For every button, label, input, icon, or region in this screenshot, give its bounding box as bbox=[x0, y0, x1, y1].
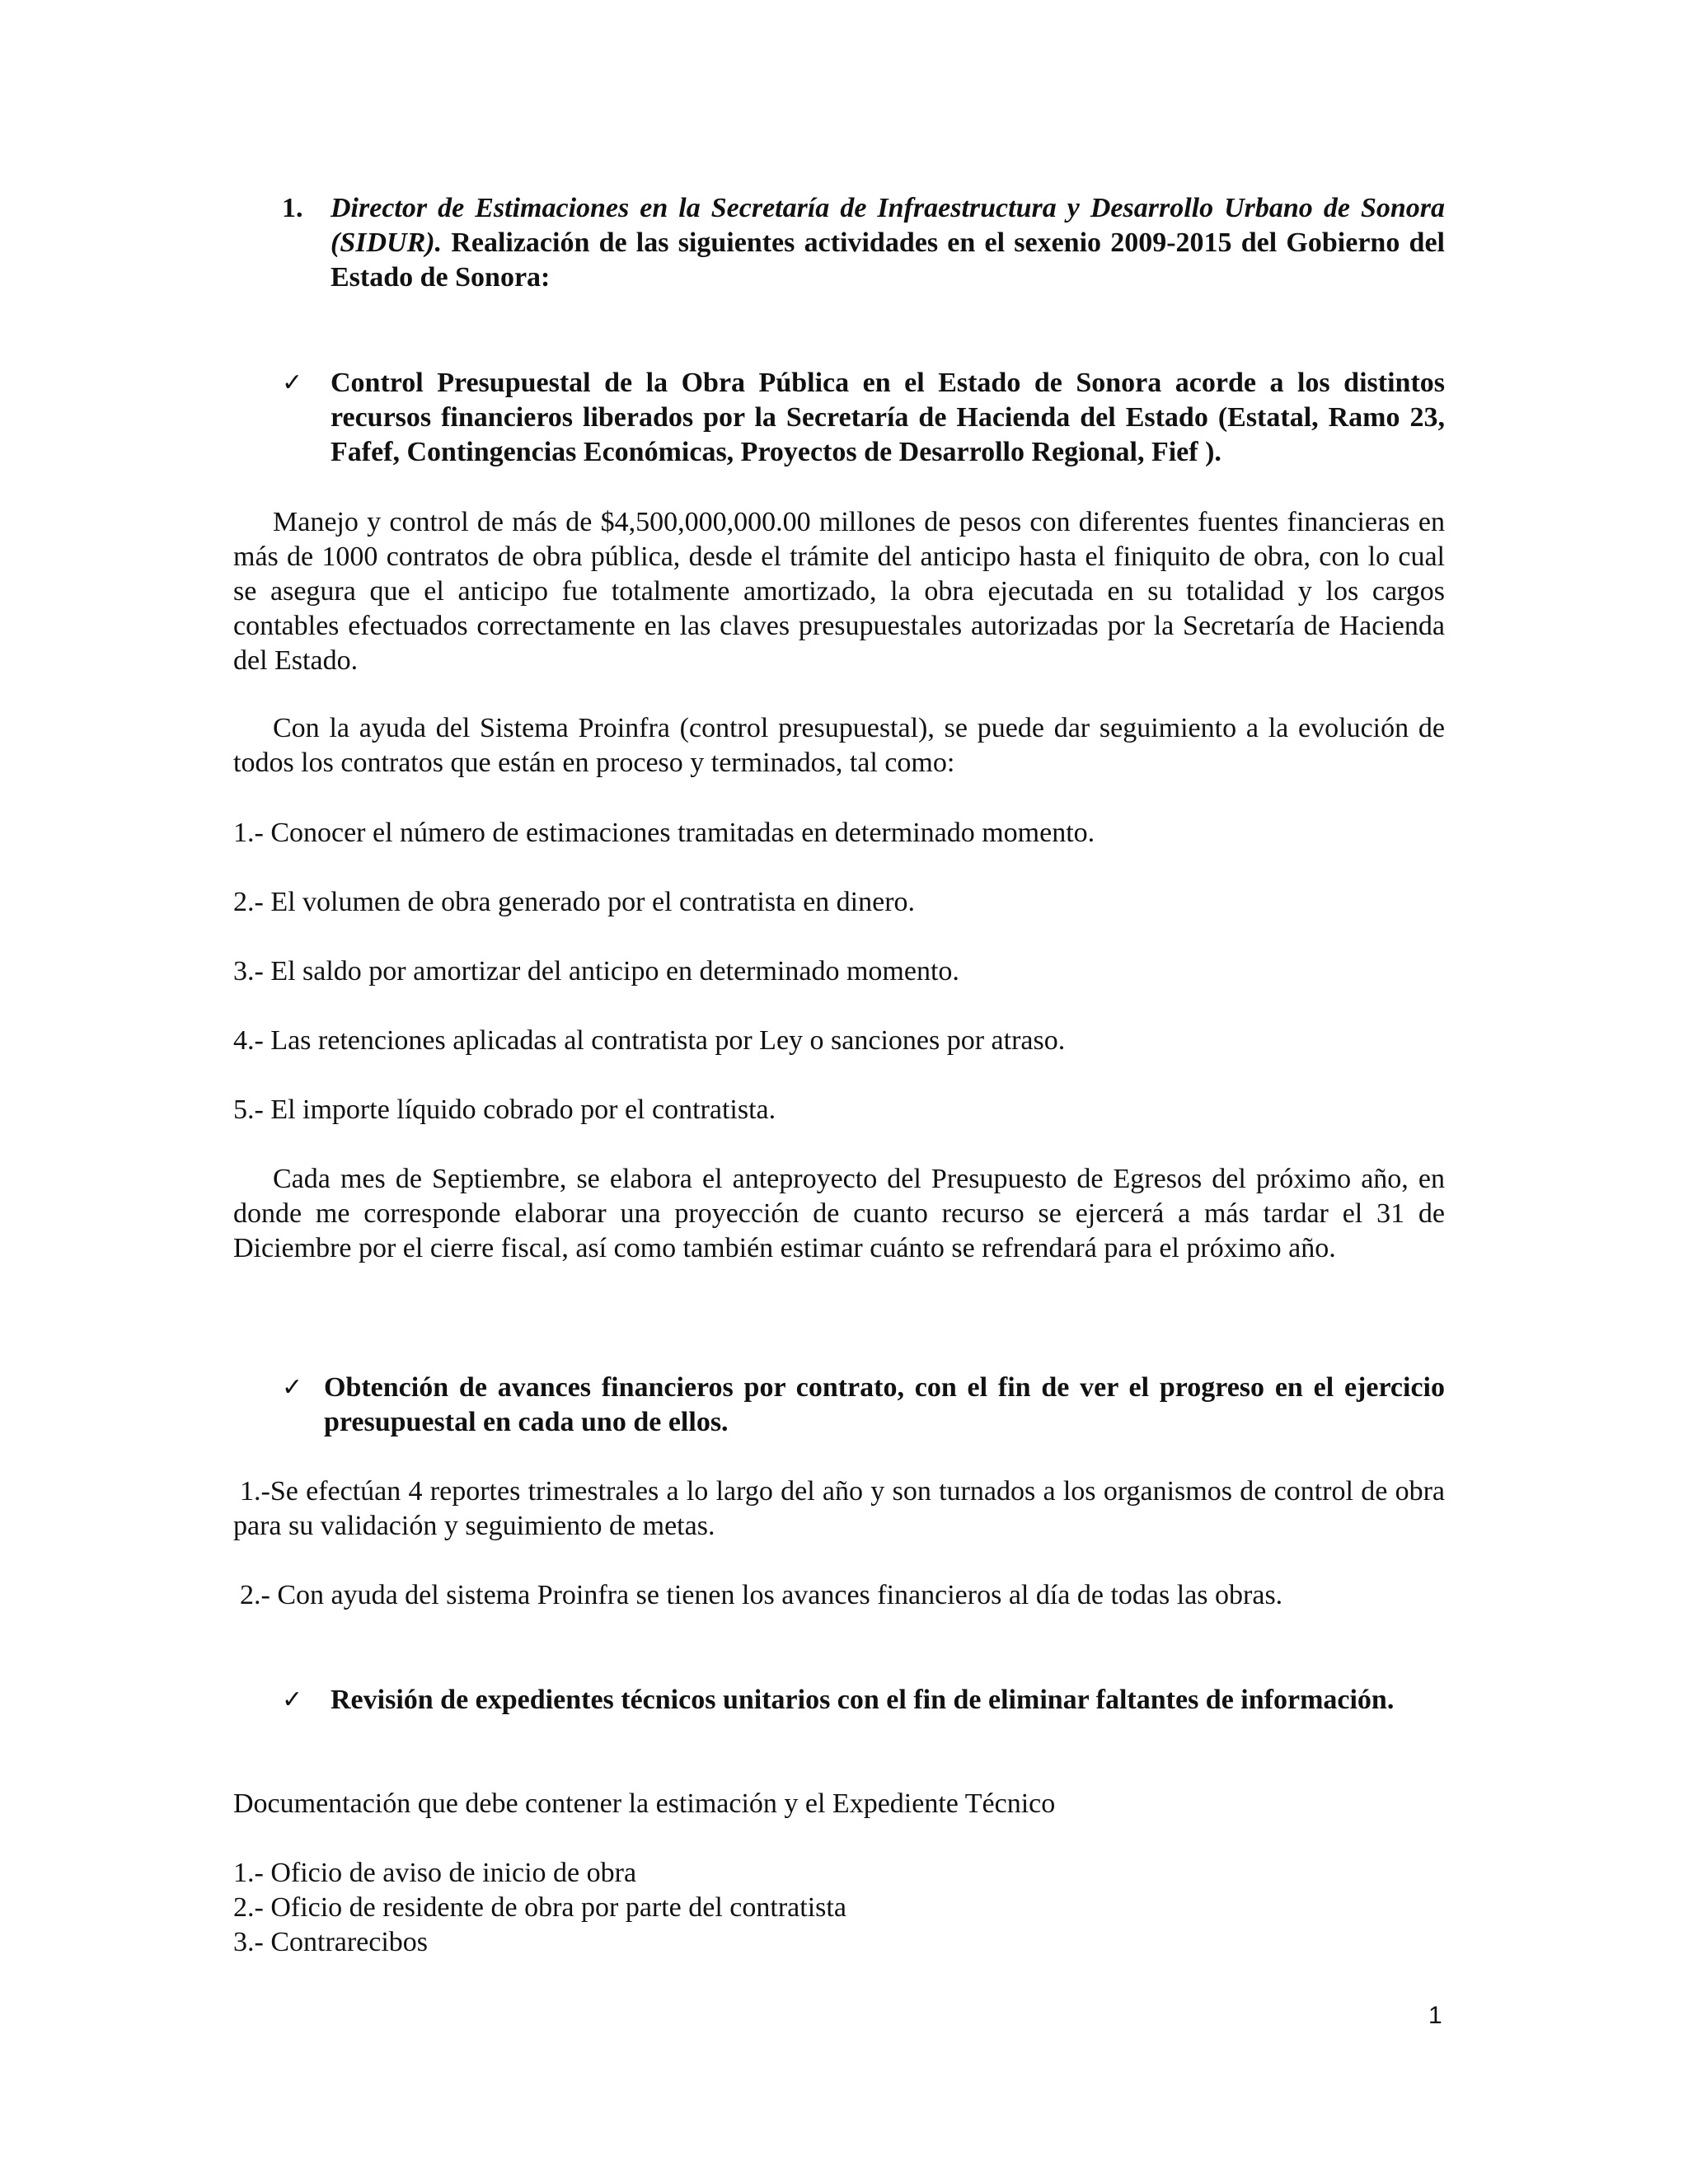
section1-paragraph1: Manejo y control de más de $4,500,000,000.00 millones de pesos con diferentes fuentes financieras en más de 1000 contratos de obra pública, desde el trámite del anticipo hasta el finiquito de obra, con lo cual se asegura que el anticipo fue totalmente amortizado, la obra ejecutada en su totalidad y los cargos contables efectuados correctamente en las claves presupuestales autorizadas por la Secretaría de Hacienda del Estado. bbox=[233, 507, 1445, 676]
section3-intro: Documentación que debe contener la estimación y el Expediente Técnico bbox=[233, 1788, 1056, 1819]
section1-paragraph3: Cada mes de Septiembre, se elabora el anteproyecto del Presupuesto de Egresos del próximo año, en donde me corresponde elaborar una proyección de cuanto recurso se ejercerá a más tardar el 31 de Diciembre por el cierre fiscal, así como también estimar cuánto se refrendará para el próximo año. bbox=[233, 1164, 1445, 1263]
section2-item2: 2.- Con ayuda del sistema Proinfra se tienen los avances financieros al día de todas las obras. bbox=[240, 1580, 1283, 1610]
heading-title-rest: Realización de las siguientes actividades en el sexenio 2009-2015 del Gobierno del Estado de Sonora: bbox=[331, 227, 1445, 293]
list-item: 3.- El saldo por amortizar del anticipo en determinado momento. bbox=[233, 956, 959, 987]
section1-title: Control Presupuestal de la Obra Pública en el Estado de Sonora acorde a los distintos recursos financieros liberados por la Secretaría de Hacienda del Estado (Estatal, Ramo 23, Fafef, Contingencias Económicas, Proyectos de Desarrollo Regional, Fief ). bbox=[331, 368, 1445, 467]
heading-number: 1. bbox=[282, 193, 303, 223]
checkmark-icon: ✓ bbox=[282, 1685, 303, 1714]
list-item: 2.- El volumen de obra generado por el contratista en dinero. bbox=[233, 887, 916, 917]
heading-title-italic: Director de Estimaciones en la Secretaría de Infraestructura y Desarrollo Urbano de Sonora (SIDUR). bbox=[331, 193, 1445, 258]
heading-title bbox=[331, 191, 1445, 295]
list-item: 3.- Contrarecibos bbox=[233, 1927, 429, 1957]
section2-title: Obtención de avances financieros por contrato, con el fin de ver el progreso en el ejercicio presupuestal en cada uno de ellos. bbox=[324, 1372, 1445, 1437]
list-item: 5.- El importe líquido cobrado por el contratista. bbox=[233, 1094, 776, 1125]
section2-item1: 1.-Se efectúan 4 reportes trimestrales a lo largo del año y son turnados a los organismos de control de obra para su validación y seguimiento de metas. bbox=[233, 1476, 1445, 1541]
section1-paragraph2: Con la ayuda del Sistema Proinfra (control presupuestal), se puede dar seguimiento a la evolución de todos los contratos que están en proceso y terminados, tal como: bbox=[233, 713, 1445, 778]
page-number: 1 bbox=[1428, 2002, 1442, 2029]
list-item: 4.- Las retenciones aplicadas al contratista por Ley o sanciones por atraso. bbox=[233, 1025, 1066, 1056]
checkmark-icon: ✓ bbox=[282, 1373, 303, 1402]
list-item: 1.- Conocer el número de estimaciones tramitadas en determinado momento. bbox=[233, 818, 1095, 848]
list-item: 1.- Oficio de aviso de inicio de obra bbox=[233, 1858, 637, 1888]
checkmark-icon: ✓ bbox=[282, 368, 303, 397]
section3-title: Revisión de expedientes técnicos unitarios con el fin de eliminar faltantes de información. bbox=[331, 1685, 1395, 1715]
list-item: 2.- Oficio de residente de obra por parte del contratista bbox=[233, 1892, 846, 1923]
